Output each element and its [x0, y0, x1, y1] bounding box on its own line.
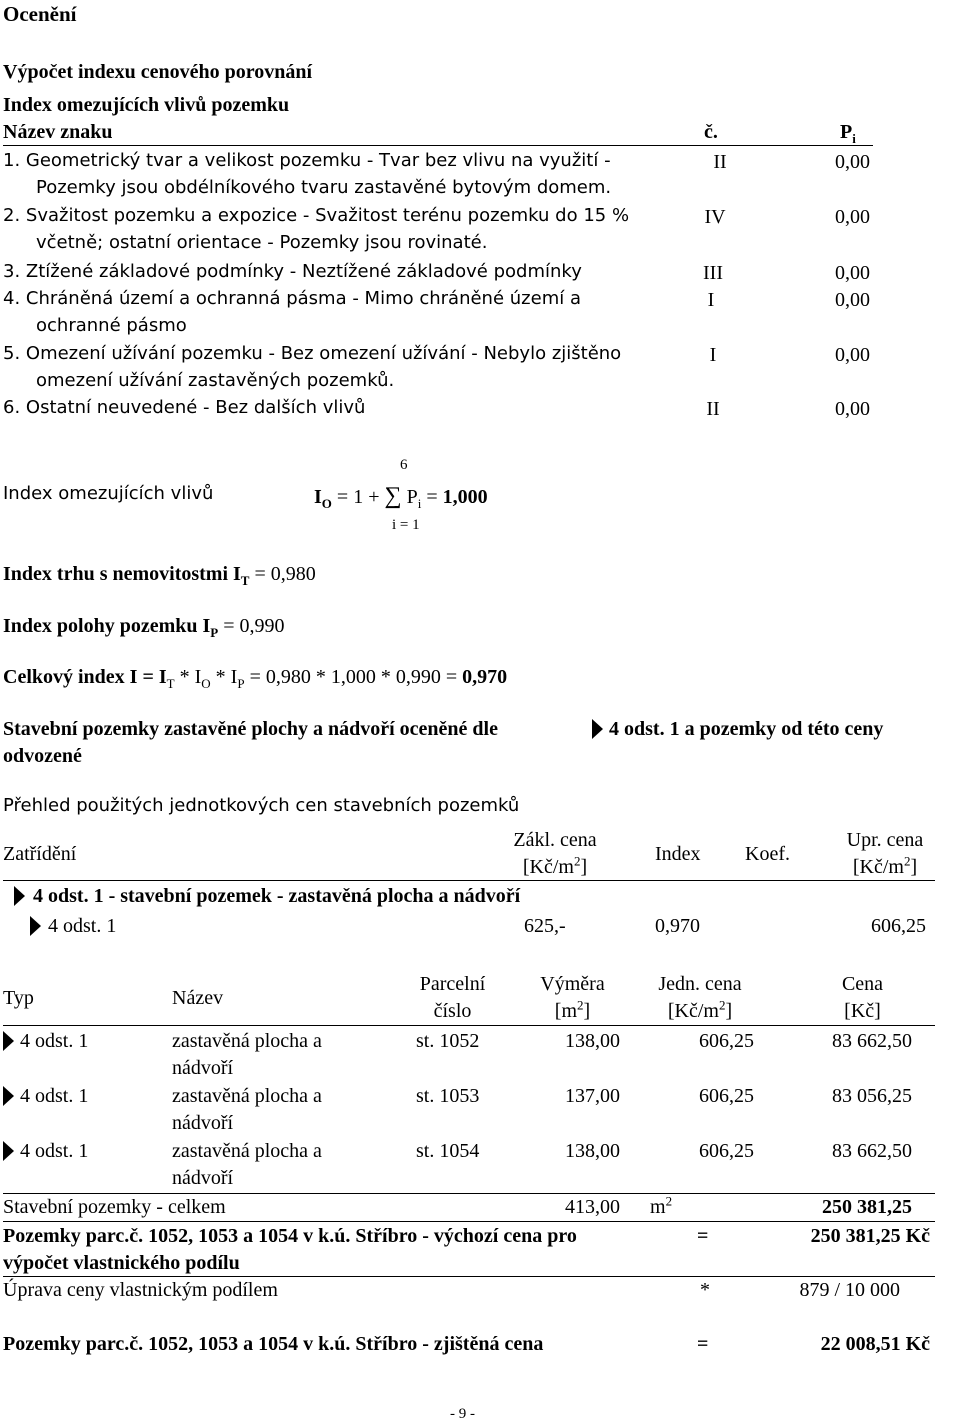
header-rule — [3, 145, 873, 146]
parcel-unit: 606,25 — [699, 1030, 754, 1052]
adjust-op: * — [700, 1279, 710, 1301]
header-value: $P_i$ — [840, 121, 856, 146]
parcel-area: 138,00 — [565, 1030, 620, 1052]
parcel-total-bottom-rule — [3, 1221, 935, 1222]
io-label: Index omezujících vlivů — [3, 483, 214, 504]
influence-text: 2. Svažitost pozemku a expozice - Svažitost terénu pozemku do 15 % — [3, 205, 630, 226]
arrow-icon — [592, 719, 603, 739]
influence-text-cont: Pozemky jsou obdélníkového tvaru zastavěné bytovým domem. — [36, 177, 612, 198]
price-row-class: 4 odst. 1 — [48, 915, 117, 937]
parcel-type: 4 odst. 1 — [20, 1030, 89, 1052]
base-price-op: = — [697, 1225, 709, 1247]
parcel-header-rule — [3, 1025, 935, 1026]
arrow-icon — [3, 1031, 14, 1051]
price-row-base: 625,- — [524, 915, 566, 937]
parcel-unit: 606,25 — [699, 1140, 754, 1162]
header-class: č. — [704, 121, 718, 143]
total-index: Celkový index $I = I_T * I_O * I_P = 0,980 * 1,000 * 0,990 = 0,970$ — [3, 666, 508, 691]
influence-value: 0,00 — [835, 262, 870, 284]
influence-class: III — [703, 262, 723, 284]
parcel-name-2: nádvoří — [172, 1112, 234, 1134]
price-row-index: 0,970 — [655, 915, 700, 937]
th-base: Zákl. cena — [513, 829, 597, 851]
price-table-rule — [3, 880, 935, 881]
influence-class: IV — [704, 206, 726, 228]
th-adj-unit: $[Kč/m^2]$ — [852, 853, 918, 878]
influence-class: II — [706, 398, 720, 420]
header-name: Název znaku — [3, 121, 113, 143]
parcel-unit: 606,25 — [699, 1085, 754, 1107]
parcel-total-rule — [3, 1193, 935, 1194]
page-number: - 9 - — [450, 1406, 475, 1422]
parcel-number: st. 1053 — [416, 1085, 480, 1107]
th-parcel-2: číslo — [433, 1000, 472, 1022]
th-base-unit: $[Kč/m^2]$ — [522, 853, 588, 878]
final-price-value: 22 008,51 Kč — [820, 1333, 930, 1355]
parcel-price: 83 662,50 — [832, 1030, 912, 1052]
arrow-icon — [3, 1141, 14, 1161]
parcel-type: 4 odst. 1 — [20, 1085, 89, 1107]
page-title: Ocenění — [3, 2, 77, 26]
th-class: Zatřídění — [3, 843, 77, 865]
final-price-label: Pozemky parc.č. 1052, 1053 a 1054 v k.ú. Stříbro - zjištěná cena — [3, 1333, 544, 1355]
th-price-unit: [Kč] — [844, 1000, 881, 1022]
land-heading: Stavební pozemky zastavěné plochy a nádvoří oceněné dle — [3, 718, 498, 740]
index-p: Index polohy pozemku $I_P = 0,990$ — [3, 615, 285, 640]
price-row-adj: 606,25 — [871, 915, 926, 937]
parcel-price: 83 662,50 — [832, 1140, 912, 1162]
parcel-number: st. 1054 — [416, 1140, 480, 1162]
arrow-icon — [30, 916, 41, 936]
influence-class: II — [713, 151, 727, 173]
parcel-name: zastavěná plocha a — [172, 1085, 322, 1107]
total-unit: $m^2$ — [650, 1193, 673, 1218]
land-heading-3: odvozené — [3, 745, 82, 767]
th-price: Cena — [841, 973, 884, 995]
influence-text: 6. Ostatní neuvedené - Bez dalších vlivů — [3, 397, 366, 418]
parcel-name: zastavěná plocha a — [172, 1140, 322, 1162]
th-type: Typ — [3, 987, 34, 1009]
index-t: Index trhu s nemovitostmi $I_T = 0,980$ — [3, 563, 316, 588]
parcel-price: 83 056,25 — [832, 1085, 912, 1107]
arrow-icon — [3, 1086, 14, 1106]
th-adj: Upr. cena — [846, 829, 924, 851]
base-price-label: Pozemky parc.č. 1052, 1053 a 1054 v k.ú. Stříbro - výchozí cena pro — [3, 1225, 577, 1247]
th-unit-unit: $[Kč/m^2]$ — [667, 997, 733, 1022]
th-coef: Koef. — [745, 843, 790, 865]
influence-class: I — [709, 344, 717, 366]
adjust-label: Úprava ceny vlastnickým podílem — [3, 1279, 278, 1301]
total-area: 413,00 — [565, 1196, 620, 1218]
influence-text-cont: omezení užívání zastavěných pozemků. — [36, 370, 395, 391]
influence-value: 0,00 — [835, 398, 870, 420]
influence-class: I — [707, 289, 715, 311]
influence-text: 3. Ztížené základové podmínky - Neztížené základové podmínky — [3, 261, 582, 282]
parcel-type: 4 odst. 1 — [20, 1140, 89, 1162]
adjust-value: 879 / 10 000 — [799, 1279, 900, 1301]
th-area: Výměra — [540, 973, 605, 995]
section-title: Výpočet indexu cenového porovnání — [3, 61, 313, 83]
base-price-label-2: výpočet vlastnického podílu — [3, 1252, 240, 1274]
price-group: 4 odst. 1 - stavební pozemek - zastavěná plocha a nádvoří — [33, 885, 521, 907]
th-parcel: Parcelní — [419, 973, 486, 995]
parcel-area: 138,00 — [565, 1140, 620, 1162]
subsection-title: Index omezujících vlivů pozemku — [3, 94, 290, 116]
influence-value: 0,00 — [835, 289, 870, 311]
sum-lower: i = 1 — [392, 517, 420, 533]
parcel-name-2: nádvoří — [172, 1057, 234, 1079]
influence-text-cont: včetně; ostatní orientace - Pozemky jsou rovinaté. — [36, 232, 488, 253]
arrow-icon — [14, 886, 25, 906]
parcel-number: st. 1052 — [416, 1030, 480, 1052]
influence-text: 4. Chráněná území a ochranná pásma - Mimo chráněné území a — [3, 288, 581, 309]
influence-text-cont: ochranné pásmo — [36, 315, 187, 336]
base-price-value: 250 381,25 Kč — [810, 1225, 930, 1247]
sum-symbol: ∑ — [384, 483, 402, 509]
sum-upper: 6 — [400, 457, 408, 473]
influence-text: 5. Omezení užívání pozemku - Bez omezení užívání - Nebylo zjištěno — [3, 343, 622, 364]
th-area-unit: $[m^2]$ — [554, 997, 591, 1022]
parcel-name-2: nádvoří — [172, 1167, 234, 1189]
land-heading-2: 4 odst. 1 a pozemky od této ceny — [609, 718, 884, 740]
io-result: 1,000 — [442, 486, 488, 508]
influence-value: 0,00 — [835, 344, 870, 366]
th-index: Index — [655, 843, 701, 865]
th-name: Název — [172, 987, 224, 1009]
final-price-op: = — [697, 1333, 709, 1355]
total-label: Stavební pozemky - celkem — [3, 1196, 226, 1218]
influence-value: 0,00 — [835, 206, 870, 228]
summary-rule — [3, 1276, 935, 1277]
overview-title: Přehled použitých jednotkových cen stavebních pozemků — [3, 795, 520, 816]
influence-text: 1. Geometrický tvar a velikost pozemku - Tvar bez vlivu na využití - — [3, 150, 611, 171]
influence-value: 0,00 — [835, 151, 870, 173]
th-unit: Jedn. cena — [658, 973, 742, 995]
parcel-name: zastavěná plocha a — [172, 1030, 322, 1052]
parcel-area: 137,00 — [565, 1085, 620, 1107]
total-price: 250 381,25 — [822, 1196, 912, 1218]
